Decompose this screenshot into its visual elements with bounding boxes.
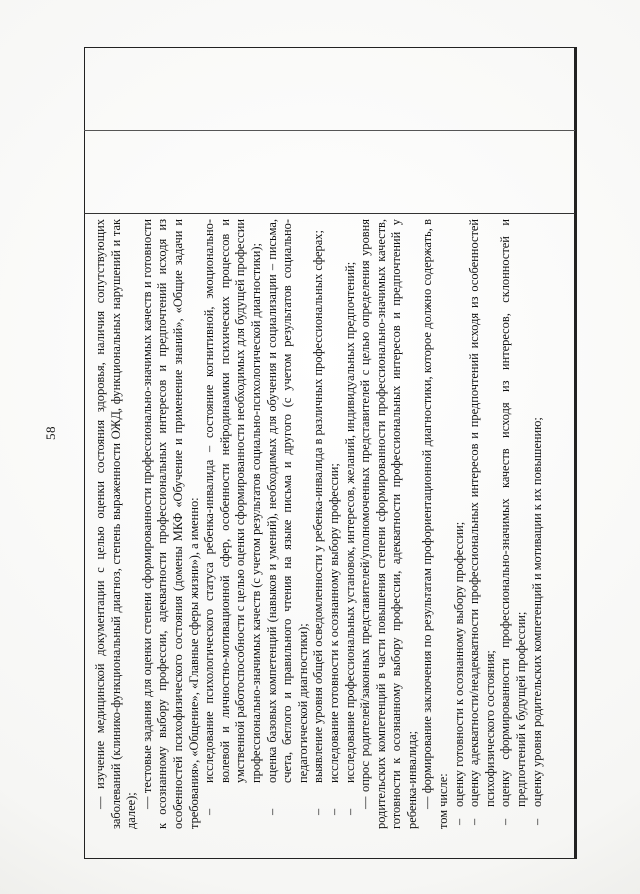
table-divider-vertical: [575, 47, 577, 859]
paragraph-text: выявление уровня общей осведомленности у ребенка-инвалида в различных профессиональных сферах;: [311, 230, 326, 783]
list-dash: –: [342, 808, 357, 815]
list-dash: –: [498, 818, 513, 825]
paragraph-text: — изучение медицинской документации с целью оценки состояния здоровья, наличия сопутствующих заболеваний (клинико-функциональный диагноз, степень выраженности ОЖД, функциональных нарушений и так далее);: [93, 219, 139, 829]
rotated-table-content: [86, 211, 572, 851]
list-item: [202, 219, 264, 829]
paragraph-text: — формирование заключения по результатам профориентационной диагностики, которое должно содержать, в том числе:: [420, 219, 451, 829]
paragraph: [140, 219, 202, 829]
list-item: [327, 219, 343, 829]
list-item: [265, 219, 312, 829]
paragraph-text: оценку уровня родительских компетенций и мотивации к их повышению;: [529, 417, 544, 807]
list-dash: –: [264, 808, 279, 815]
list-item: [452, 219, 468, 829]
paragraph: [358, 219, 420, 829]
paragraph-text: оценку сформированности профессионально-значимых качеств исходя из интересов, склонностей и предпочтений к будущей профессии;: [498, 219, 529, 807]
page-number: 58: [43, 426, 58, 440]
paragraph-text: оценку адекватности/неадекватности профессиональных интересов и предпочтений исходя из особенностей психофизического состояния;: [467, 219, 497, 807]
paragraph-text: — тестовые задания для оценки степени сформированности профессионально-значимых качеств и готовности к осознанному выбору профессии, адекватности профессиональных интересов и предпочтений исходя из особенностей психофизического состояния (домены МКФ «Обучение и применение знаний», «Общие задачи и требования», «Общение», «Главные сферы жизни»), а именно:: [139, 219, 201, 829]
table-cell-text: [93, 219, 545, 829]
list-item: [498, 219, 529, 829]
list-dash: –: [326, 808, 341, 815]
paragraph-text: исследование профессиональных установок, интересов, желаний, индивидуальных предпочтений;: [342, 261, 357, 783]
list-dash: –: [311, 808, 326, 815]
paragraph-text: исследование психологического статуса ребенка-инвалида – состояние когнитивной, эмоционально-волевой и личностно-мотивационной сфер, особенности нейродинамики психических процессов и умственной работоспособности с целью оценки сформированности необходимых для будущей профессии профессионально-значимых качеств (с учетом результатов социально-психологической диагностики);: [202, 219, 263, 783]
paragraph: [93, 219, 140, 829]
list-dash: –: [202, 808, 217, 815]
list-dash: –: [467, 818, 482, 825]
paragraph-text: исследование готовности к осознанному выбору профессии;: [326, 463, 341, 783]
list-item: [311, 219, 327, 829]
list-dash: –: [451, 818, 466, 825]
paragraph-text: оценка базовых компетенций (навыков и умений), необходимых для обучения и социализации – письма, счета, беглого и правильного чтения на языке письма и другого (с учетом результатов социально-педагогической диагностики);: [264, 219, 310, 783]
list-dash: –: [529, 818, 544, 825]
paragraph-text: — опрос родителей/законных представителей/уполномоченных представителей с целью определения уровня родительских компетенций в части повышения степени сформированности профессионально-значимых качеств, готовности к осознанному выбору профессии, адекватности профессиональных интересов и предпочтений у ребенка-инвалида;: [358, 219, 419, 829]
list-item: [467, 219, 498, 829]
paragraph: [420, 219, 451, 829]
list-item: [343, 219, 359, 829]
paragraph-text: оценку готовности к осознанному выбору профессии;: [451, 521, 466, 807]
list-item: [530, 219, 546, 829]
table-row-line: [84, 130, 575, 131]
